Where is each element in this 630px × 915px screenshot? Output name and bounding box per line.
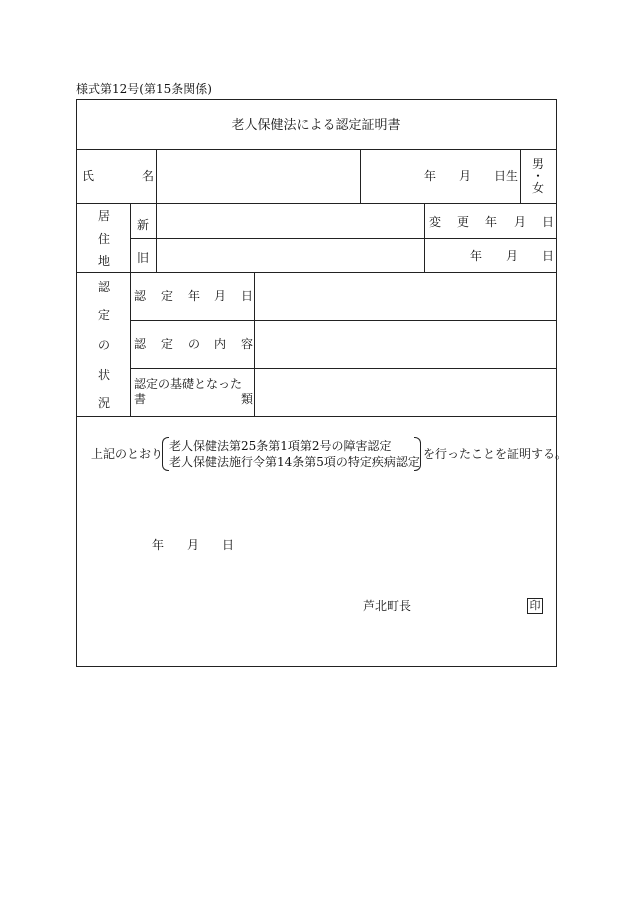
new-address-field[interactable] [157, 204, 424, 238]
cert-date-char-3: 年 [188, 289, 201, 303]
cert-date-char-1: 認 [134, 289, 147, 303]
change-label-2: 更 [457, 215, 470, 229]
issuer-name: 芦北町長 [363, 599, 412, 613]
residence-new-label: 新 [137, 218, 150, 232]
cert-content-char-4: 内 [214, 337, 227, 351]
residence-label-3: 地 [98, 254, 111, 268]
birth-day-label: 日生 [494, 169, 519, 183]
cert-status-label-3: の [98, 338, 111, 352]
issue-month-label: 月 [187, 538, 200, 552]
section-label-divider [130, 203, 131, 416]
issue-year-label: 年 [152, 538, 165, 552]
seal-mark: 印 [527, 598, 543, 614]
cert-content-field[interactable] [255, 321, 555, 368]
cert-basis-field[interactable] [255, 369, 555, 416]
cert-status-label-2: 定 [98, 308, 111, 322]
cert-basis-label: 認定の基礎となった [134, 377, 243, 391]
cert-status-label-1: 認 [98, 280, 111, 294]
change-year-label: 年 [485, 215, 498, 229]
residence-old-label: 旧 [137, 251, 150, 265]
cert-status-label-4: 状 [98, 368, 111, 382]
cert-basis-label-sho: 書 [134, 392, 147, 406]
birth-month-label: 月 [459, 169, 472, 183]
residence-label-1: 居 [98, 209, 111, 223]
sex-separator: ・ [532, 169, 545, 183]
cert-date-field[interactable] [255, 273, 555, 320]
old-day-label: 日 [542, 249, 555, 263]
change-label-1: 変 [429, 215, 442, 229]
residence-label-2: 住 [98, 232, 111, 246]
sex-female-option[interactable]: 女 [532, 181, 545, 195]
statement-prefix: 上記のとおり [91, 447, 164, 461]
statement-option-disease[interactable]: 老人保健法施行令第14条第5項の特定疾病認定 [169, 455, 420, 469]
sex-divider [520, 149, 521, 203]
change-day-label: 日 [542, 215, 555, 229]
right-brace [414, 437, 421, 471]
old-month-label: 月 [506, 249, 519, 263]
cert-date-char-4: 月 [214, 289, 227, 303]
cert-content-char-1: 認 [134, 337, 147, 351]
certificate-title: 老人保健法による認定証明書 [231, 118, 401, 133]
change-month-label: 月 [514, 215, 527, 229]
old-address-field[interactable] [157, 239, 424, 272]
cert-status-label-5: 況 [98, 396, 111, 410]
sex-male-option[interactable]: 男 [532, 157, 545, 171]
birth-year-label: 年 [424, 169, 437, 183]
cert-date-char-2: 定 [161, 289, 174, 303]
name-label-mei: 名 [142, 169, 155, 183]
issue-day-label: 日 [222, 538, 235, 552]
left-brace [162, 437, 169, 471]
cert-basis-label-rui: 類 [241, 392, 254, 406]
cert-content-char-3: の [188, 337, 201, 351]
statement-option-disability[interactable]: 老人保健法第25条第1項第2号の障害認定 [169, 439, 392, 453]
name-label-shi: 氏 [82, 169, 95, 183]
name-field[interactable] [157, 150, 360, 203]
old-year-label: 年 [470, 249, 483, 263]
table-bottom-divider [76, 416, 556, 417]
cert-content-char-2: 定 [161, 337, 174, 351]
cert-content-char-5: 容 [241, 337, 254, 351]
form-number: 様式第12号(第15条関係) [76, 82, 212, 96]
statement-suffix: を行ったことを証明する。 [423, 447, 568, 461]
change-date-divider [424, 203, 425, 272]
cert-date-char-5: 日 [241, 289, 254, 303]
